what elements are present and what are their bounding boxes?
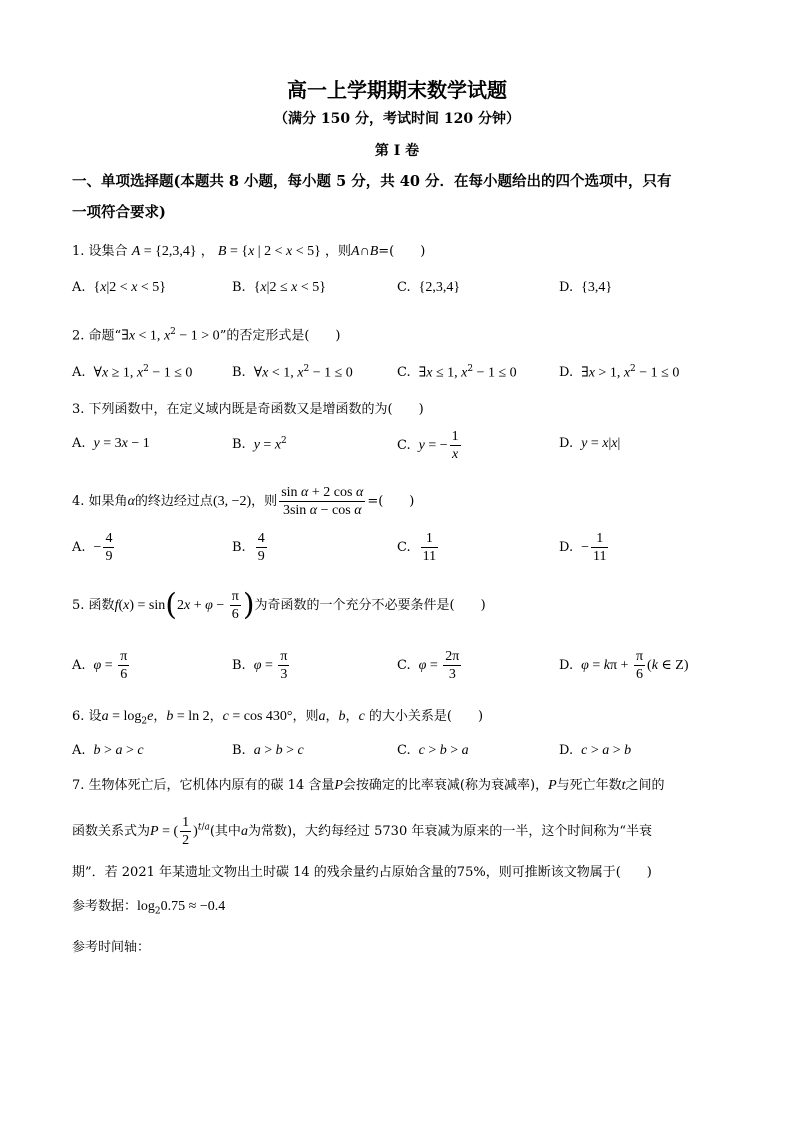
option-c[interactable]: C. {2,3,4}	[397, 280, 461, 295]
reference-data: 参考数据：$\log_20.75 \approx -0.4$	[72, 899, 226, 917]
reference-timeline-label: 参考时间轴：	[72, 939, 151, 955]
question-3: 3. 下列函数中，在定义域内既是奇函数又是增函数的为( )	[72, 402, 424, 417]
option-d[interactable]: D. c > a > b	[559, 743, 632, 758]
option-a[interactable]: A. φ = $\frac{\pi}{6}$	[72, 649, 128, 682]
exam-info: （满分 150 分，考试时间 120 分钟）	[274, 111, 520, 127]
question-2-options	[72, 364, 732, 404]
question-7	[72, 776, 732, 958]
question-1: 1. 设集合 A = {2,3,4} ， B = {x | 2 < x < 5} ，则A∩B=( )	[72, 244, 426, 259]
question-5-options	[72, 648, 732, 688]
option-a[interactable]: A. − $\frac{4}{9}$	[72, 531, 113, 564]
option-d[interactable]: D. − $\frac{1}{11}$	[559, 531, 607, 564]
question-3-options	[72, 428, 732, 468]
option-b[interactable]: B. $\frac{4}{9}$	[232, 531, 265, 564]
question-4: 4. 如果角α的终边经过点(3, −2)，则 $\frac{\text{sin α + 2 cos α}}{\text{3sin α − cos α}}$ =( )	[72, 485, 415, 518]
option-a[interactable]: A. y = 3x − 1	[72, 436, 150, 451]
question-6: 6. 设$a = \log_2e$，b = ln 2，c = cos 430°，则a，b，c 的大小关系是( )	[72, 709, 484, 727]
option-d[interactable]: D. ∃x > 1, $x^2 - 1 \le 0$	[559, 364, 680, 381]
question-7-line1: 7. 生物体死亡后，它机体内原有的碳 14 含量P会按确定的比率衰减(称为衰减率)，P与死亡年数t之间的	[72, 778, 665, 793]
question-4-options	[72, 530, 732, 570]
option-d[interactable]: D. {3,4}	[559, 280, 613, 295]
question-7-line3: 期”．若 2021 年某遗址文物出土时碳 14 的残余量约占原始含量的75%，则可推断该文物属于( )	[72, 865, 652, 880]
section-heading-line1: 一、单项选择题(本题共 8 小题，每小题 5 分，共 40 分．在每小题给出的四个选项中，只有	[72, 173, 672, 190]
option-b[interactable]: B. {x|2 ≤ x < 5}	[232, 280, 326, 295]
option-c[interactable]: C. ∃x ≤ 1, $x^2 - 1 \le 0$	[397, 364, 517, 381]
option-a[interactable]: A. ∀x ≥ 1, $x^2 - 1 \le 0$	[72, 364, 193, 381]
option-b[interactable]: B. a > b > c	[232, 743, 304, 758]
volume-label: 第 I 卷	[374, 143, 420, 159]
option-b[interactable]: B. $y = x^2$	[232, 436, 287, 453]
option-a[interactable]: A. b > a > c	[72, 743, 144, 758]
section-heading-line2: 一项符合要求)	[72, 204, 166, 221]
option-c[interactable]: C. c > b > a	[397, 743, 469, 758]
option-a[interactable]: A. {x|2 < x < 5}	[72, 280, 167, 295]
option-b[interactable]: B. ∀x < 1, $x^2 - 1 \le 0$	[232, 364, 353, 381]
section-heading	[72, 166, 732, 228]
option-c[interactable]: C. φ = $\frac{2\pi}{3}$	[397, 649, 460, 682]
question-2: 2. 命题“∃x < 1, $x^2 - 1 > 0$”的否定形式是( )	[72, 327, 341, 344]
question-7-line2: 函数关系式为P = ( $\frac{1}{2}$ )$^{t/a}$(其中a为常数)，大约每经过 5730 年衰减为原来的一半，这个时间称为“半衰	[72, 815, 653, 848]
question-1-options	[72, 280, 732, 320]
page-title: 高一上学期期末数学试题	[287, 78, 507, 102]
option-c[interactable]: C. y = − $\frac{1}{x}$	[397, 429, 459, 462]
question-5: 5. 函数f(x) = sin(2x + φ − $\frac{\pi}{6}$ )为奇函数的一个充分不必要条件是( )	[72, 587, 486, 623]
option-c[interactable]: C. $\frac{1}{11}$	[397, 531, 437, 564]
option-d[interactable]: D. y = x|x|	[559, 436, 621, 451]
option-b[interactable]: B. φ = $\frac{\pi}{3}$	[232, 649, 288, 682]
option-d[interactable]: D. φ = kπ + $\frac{\pi}{6}$ (k ∈ Z)	[559, 649, 689, 682]
